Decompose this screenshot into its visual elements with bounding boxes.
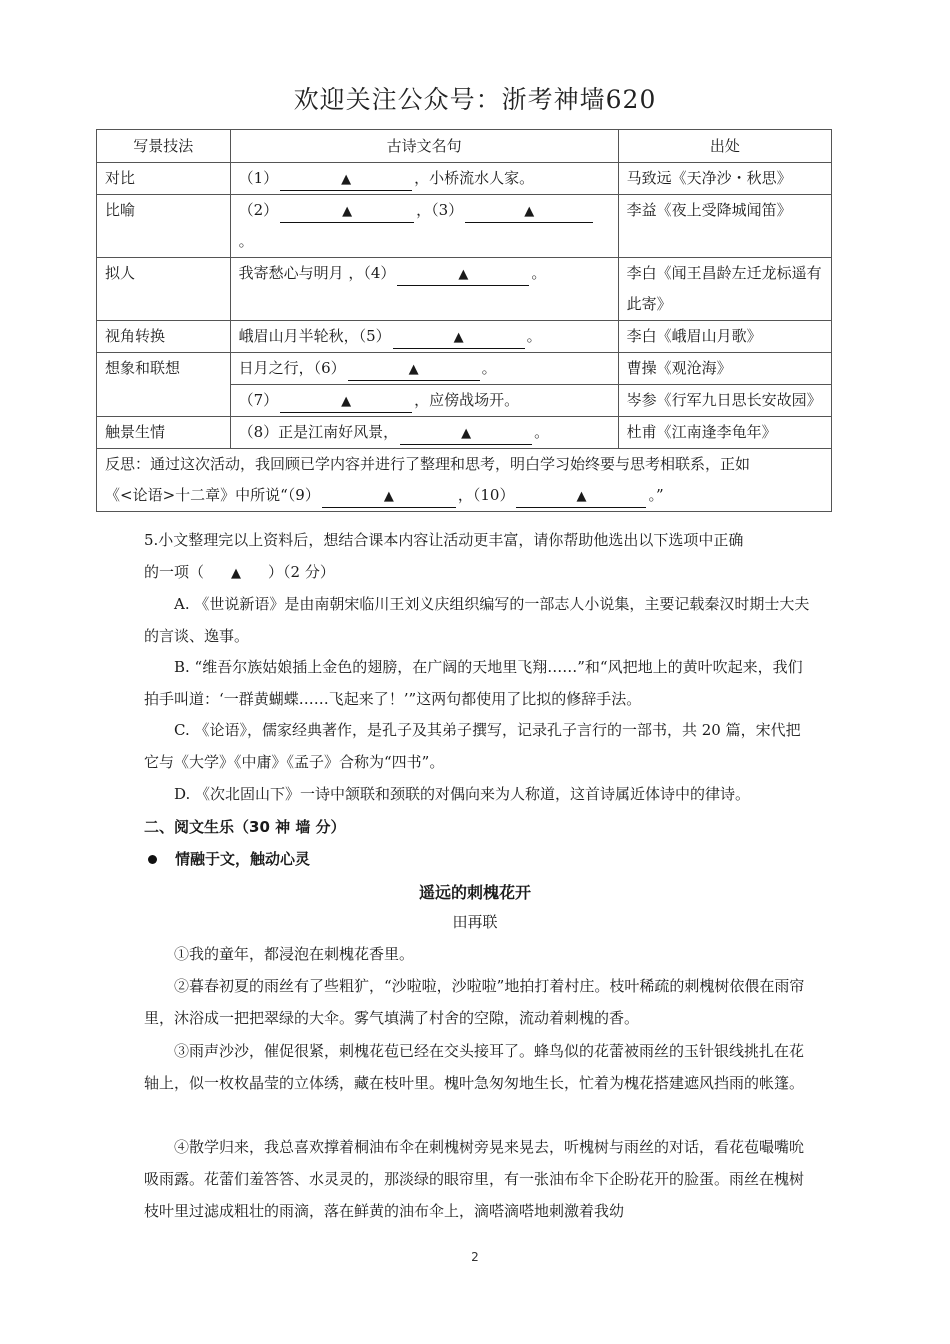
writing-techniques-table	[96, 129, 832, 512]
quote-text: （2）	[238, 201, 279, 219]
option-a: A. 《世说新语》是由南朝宋临川王刘义庆组织编写的一部志人小说集，主要记载秦汉时期士大夫的言谈、逸事。	[144, 595, 810, 645]
header-quote: 古诗文名句	[230, 130, 618, 163]
source-cell: 曹操《观沧海》	[618, 353, 831, 385]
answer-choice-blank[interactable]: ▲	[231, 565, 242, 581]
header-source: 出处	[618, 130, 831, 163]
source-cell: 李白《闻王昌龄左迁龙标遥有此寄》	[618, 258, 831, 321]
source-cell: 马致远《天净沙・秋思》	[618, 163, 831, 195]
reflection-line-1: 反思：通过这次活动，我回顾已学内容并进行了整理和思考，明白学习始终要与思考相联系，正如	[105, 455, 751, 473]
reflection-text: 。”	[648, 486, 664, 504]
question-5-stem	[144, 525, 812, 589]
triangle-marker-icon: ▲	[453, 330, 464, 345]
quote-text: 。	[534, 423, 550, 441]
option-d: D. 《次北固山下》一诗中颔联和颈联的对偶向来为人称道，这首诗属近体诗中的律诗。	[174, 785, 751, 803]
essay-paragraph-2: ②暮春初夏的雨丝有了些粗犷，“沙啦啦，沙啦啦”地拍打着村庄。枝叶稀疏的刺槐树依偎在雨帘里，沐浴成一把把翠绿的大伞。雾气填满了村舍的空隙，流动着刺槐的香。	[144, 977, 805, 1027]
quote-cell	[230, 353, 618, 385]
essay-paragraph-4: ④散学归来，我总喜欢撑着桐油布伞在刺槐树旁晃来晃去，听槐树与雨丝的对话，看花苞嘬嘴吮吸雨露。花蕾们羞答答、水灵灵的，那淡绿的眼帘里，有一张油布伞下企盼花开的脸蛋。雨丝在槐树枝叶里过滤成粗壮的雨滴，落在鲜黄的油布伞上，滴嗒滴嗒地刺激着我幼	[144, 1138, 805, 1220]
answer-blank-3[interactable]	[465, 200, 593, 223]
option-c: C. 《论语》，儒家经典著作，是孔子及其弟子撰写，记录孔子言行的一部书，共 20 篇，宋代把它与《大学》《中庸》《孟子》合称为“四书”。	[144, 721, 801, 771]
quote-text: ，小桥流水人家。	[414, 169, 535, 187]
table-row	[97, 353, 832, 385]
technique-cell: 视角转换	[97, 321, 231, 353]
technique-cell: 拟人	[97, 258, 231, 321]
reflection-text: 《<论语>十二章》中所说“（9）	[105, 486, 320, 504]
header-technique: 写景技法	[97, 130, 231, 163]
answer-blank-9[interactable]	[322, 485, 456, 508]
quote-cell	[230, 385, 618, 417]
reflection-row	[97, 449, 832, 512]
essay-paragraph-3: ③雨声沙沙，催促很紧，刺槐花苞已经在交头接耳了。蜂鸟似的花蕾被雨丝的玉针银线挑扎在花轴上，似一枚枚晶莹的立体绣，藏在枝叶里。槐叶急匆匆地生长，忙着为槐花搭建遮风挡雨的帐篷。	[144, 1042, 805, 1092]
essay-title: 遥远的刺槐花开	[418, 883, 531, 902]
quote-cell	[230, 321, 618, 353]
question-stem-line: 5.小文整理完以上资料后，想结合课本内容让活动更丰富，请你帮助他选出以下选项中正确	[144, 531, 744, 549]
quote-text: 峨眉山月半轮秋，（5）	[238, 327, 391, 345]
quote-cell	[230, 258, 618, 321]
source-cell: 李益《夜上受降城闻笛》	[618, 195, 831, 258]
page-number: 2	[471, 1250, 479, 1264]
quote-text: （8）正是江南好风景，	[238, 423, 399, 441]
quote-text: （1）	[238, 169, 279, 187]
technique-cell: 对比	[97, 163, 231, 195]
table-row	[97, 417, 832, 449]
quote-text: （7）	[238, 391, 279, 409]
source-cell: 李白《峨眉山月歌》	[618, 321, 831, 353]
essay-paragraph-1: ①我的童年，都浸泡在刺槐花香里。	[174, 945, 415, 963]
option-b: B. “维吾尔族姑娘插上金色的翅膀，在广阔的天地里飞翔……”和“风把地上的黄叶吹起来，我们拍手叫道：‘一群黄蝴蝶……飞起来了！’”这两句都使用了比拟的修辞手法。	[144, 658, 803, 708]
page-header-title: 欢迎关注公众号：浙考神墙620	[293, 85, 657, 114]
quote-text: 。	[531, 264, 547, 282]
technique-cell: 想象和联想	[97, 353, 231, 417]
triangle-marker-icon: ▲	[461, 426, 472, 441]
triangle-marker-icon: ▲	[383, 489, 394, 504]
answer-blank-1[interactable]	[280, 168, 412, 191]
triangle-marker-icon: ▲	[408, 362, 419, 377]
reflection-text: ，（10）	[457, 486, 515, 504]
essay-author: 田再联	[452, 913, 498, 931]
section-2-bullet	[148, 848, 310, 869]
technique-cell: 比喻	[97, 195, 231, 258]
answer-blank-10[interactable]	[516, 485, 646, 508]
quote-text: ，（3）	[416, 201, 464, 219]
quote-text: 。	[238, 232, 254, 250]
triangle-marker-icon: ▲	[342, 204, 353, 219]
triangle-marker-icon: ▲	[524, 204, 535, 219]
quote-cell	[230, 195, 618, 258]
answer-blank-4[interactable]	[397, 263, 529, 286]
answer-blank-6[interactable]	[348, 358, 480, 381]
triangle-marker-icon: ▲	[576, 489, 587, 504]
answer-blank-5[interactable]	[393, 326, 525, 349]
quote-cell	[230, 163, 618, 195]
question-stem-text: 的一项（	[144, 562, 205, 581]
source-cell: 岑参《行军九日思长安故园》	[618, 385, 831, 417]
reflection-line-2	[105, 480, 823, 511]
answer-blank-2[interactable]	[280, 200, 414, 223]
table-row	[97, 321, 832, 353]
answer-blank-8[interactable]	[400, 422, 532, 445]
table-row	[97, 195, 832, 258]
table-row	[97, 163, 832, 195]
bullet-text: 情融于文，触动心灵	[175, 850, 311, 868]
quote-text: 。	[481, 359, 497, 377]
quote-text: ，应傍战场开。	[414, 391, 520, 409]
bullet-icon	[148, 855, 157, 864]
question-stem-line	[144, 557, 812, 590]
technique-cell: 触景生情	[97, 417, 231, 449]
quote-cell	[230, 417, 618, 449]
table-header-row	[97, 130, 832, 163]
answer-blank-7[interactable]	[280, 390, 412, 413]
question-stem-text: ）（2 分）	[268, 562, 335, 581]
quote-text: 日月之行，（6）	[238, 359, 346, 377]
triangle-marker-icon: ▲	[341, 172, 352, 187]
quote-text: 我寄愁心与明月 ，（4）	[238, 264, 396, 282]
quote-text: 。	[526, 327, 542, 345]
triangle-marker-icon: ▲	[458, 267, 469, 282]
table-row	[97, 258, 832, 321]
source-cell: 杜甫《江南逢李龟年》	[618, 417, 831, 449]
section-2-heading: 二、阅文生乐（30 神 墙 分）	[144, 818, 346, 836]
reflection-cell	[97, 449, 832, 512]
triangle-marker-icon: ▲	[341, 394, 352, 409]
